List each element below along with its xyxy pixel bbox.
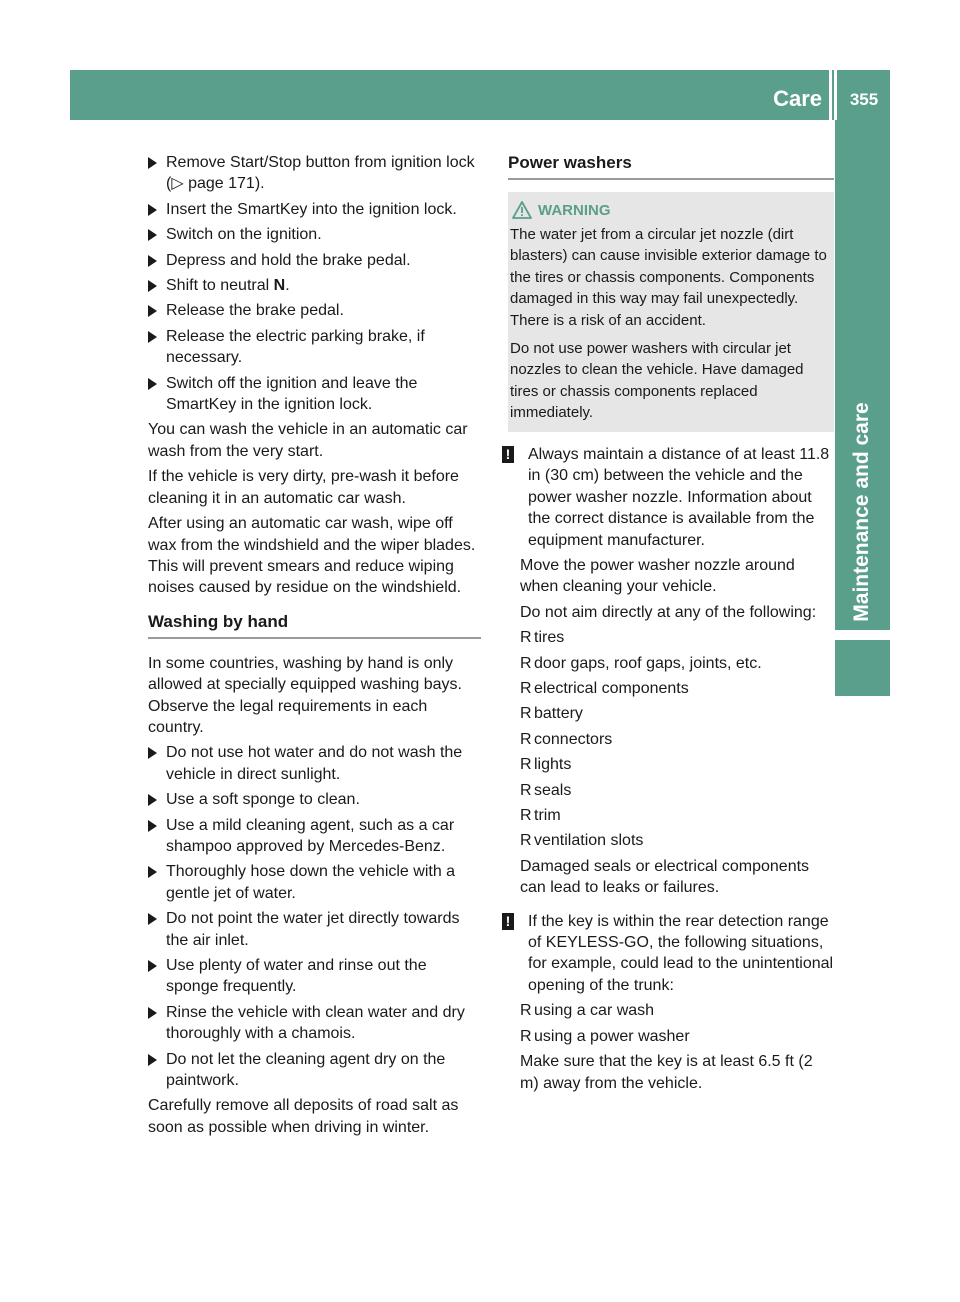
- step-arrow-icon: [148, 820, 157, 832]
- list-item: R tires: [508, 627, 834, 648]
- instruction-step: Do not use hot water and do not wash the vehicle in direct sunlight.: [148, 742, 481, 785]
- notice-text: If the key is within the rear detection range of KEYLESS-GO, the following situations, for example, could lead to the unintentional opening of the trunk:: [528, 912, 834, 994]
- instruction-step: Use plenty of water and rinse out the sponge frequently.: [148, 955, 481, 998]
- list-item: R trim: [508, 805, 834, 826]
- instruction-step: Switch off the ignition and leave the SmartKey in the ignition lock.: [148, 373, 481, 416]
- body-paragraph: In some countries, washing by hand is only allowed at specially equipped washing bays. Observe the legal requirements in each country.: [148, 654, 462, 736]
- body-paragraph: Move the power washer nozzle around when cleaning your vehicle.: [520, 556, 795, 596]
- bullet-icon: R: [520, 1027, 532, 1045]
- step-arrow-icon: [148, 1054, 157, 1066]
- bullet-icon: R: [520, 654, 532, 672]
- chapter-title: Care: [773, 86, 822, 111]
- gear-position: N: [273, 277, 286, 295]
- warning-triangle-icon: [512, 201, 532, 219]
- list-item: R using a power washer: [508, 1026, 834, 1047]
- instruction-step: Insert the SmartKey into the ignition lock.: [148, 199, 481, 220]
- instruction-step: Rinse the vehicle with clean water and dry thoroughly with a chamois.: [148, 1002, 481, 1045]
- page-number: 355: [849, 90, 879, 109]
- instruction-step: Do not let the cleaning agent dry on the paintwork.: [148, 1049, 481, 1092]
- step-arrow-icon: [148, 204, 157, 216]
- section-heading: Washing by hand: [148, 611, 481, 639]
- bullet-icon: R: [520, 807, 532, 825]
- notice-block: [505, 911, 834, 997]
- step-arrow-icon: [148, 866, 157, 878]
- instruction-step: Do not point the water jet directly towards the air inlet.: [148, 908, 481, 951]
- side-tab-label: Maintenance and care: [850, 402, 873, 622]
- instruction-step: Thoroughly hose down the vehicle with a gentle jet of water.: [148, 861, 481, 904]
- list-item: R door gaps, roof gaps, joints, etc.: [508, 653, 834, 674]
- bullet-icon: R: [520, 1002, 532, 1020]
- step-arrow-icon: [148, 1007, 157, 1019]
- list-item: R using a car wash: [508, 1000, 834, 1021]
- exclamation-icon: !: [502, 446, 514, 463]
- list-item: R lights: [508, 754, 834, 775]
- section-heading: Power washers: [508, 152, 834, 180]
- exclamation-icon: !: [502, 913, 514, 930]
- list-item: R connectors: [508, 729, 834, 750]
- instruction-step: Depress and hold the brake pedal.: [148, 250, 481, 271]
- body-paragraph: If the vehicle is very dirty, pre-wash it before cleaning it in an automatic car wash.: [148, 468, 459, 507]
- bullet-icon: R: [520, 756, 532, 774]
- warning-text: The water jet from a circular jet nozzle (dirt blasters) can cause invisible exterior damage to the tires or chassis components. Components damaged in this way may fail unexpectedly. There is a risk of an accident.: [510, 225, 827, 329]
- list-item: R electrical components: [508, 678, 834, 699]
- bullet-icon: R: [520, 705, 532, 723]
- step-arrow-icon: [148, 157, 157, 169]
- instruction-step: Shift to neutral N.: [148, 275, 481, 296]
- step-arrow-icon: [148, 331, 157, 343]
- step-arrow-icon: [148, 960, 157, 972]
- list-item: R ventilation slots: [508, 830, 834, 851]
- notice-block: [505, 444, 834, 551]
- body-paragraph: Make sure that the key is at least 6.5 ft (2 m) away from the vehicle.: [520, 1053, 813, 1092]
- step-arrow-icon: [148, 255, 157, 267]
- step-arrow-icon: [148, 747, 157, 759]
- instruction-step: Switch on the ignition.: [148, 224, 481, 245]
- bullet-icon: R: [520, 832, 532, 850]
- right-column: [505, 152, 834, 1098]
- step-arrow-icon: [148, 378, 157, 390]
- instruction-step: Remove Start/Stop button from ignition lock (▷ page 171).: [148, 152, 481, 195]
- bullet-icon: R: [520, 680, 532, 697]
- instruction-step: Release the electric parking brake, if necessary.: [148, 326, 481, 369]
- body-paragraph: Carefully remove all deposits of road salt as soon as possible when driving in winter.: [148, 1097, 459, 1136]
- header-divider: [829, 70, 832, 120]
- body-paragraph: Damaged seals or electrical components can lead to leaks or failures.: [520, 857, 810, 897]
- list-item: R battery: [508, 703, 834, 724]
- step-arrow-icon: [148, 280, 157, 292]
- body-paragraph: You can wash the vehicle in an automatic car wash from the very start.: [148, 421, 468, 460]
- warning-title: WARNING: [510, 200, 830, 222]
- warning-text: Do not use power washers with circular jet nozzles to clean the vehicle. Have damaged tires or chassis components replaced immediately.: [510, 339, 804, 422]
- instruction-step: Release the brake pedal.: [148, 300, 481, 321]
- header-divider: [834, 70, 837, 120]
- bullet-icon: R: [520, 629, 532, 647]
- bullet-icon: R: [520, 730, 532, 748]
- step-arrow-icon: [148, 305, 157, 317]
- instruction-step: Use a soft sponge to clean.: [148, 789, 481, 810]
- step-arrow-icon: [148, 913, 157, 925]
- step-arrow-icon: [148, 229, 157, 241]
- step-arrow-icon: [148, 794, 157, 806]
- bullet-icon: R: [520, 781, 532, 799]
- notice-text: Always maintain a distance of at least 11.8 in (30 cm) between the vehicle and the power washer nozzle. Information about the correct distance is available from the equipment manufacturer.: [528, 445, 830, 549]
- body-paragraph: Do not aim directly at any of the following:: [520, 603, 817, 621]
- side-marker: [835, 640, 890, 696]
- instruction-step: Use a mild cleaning agent, such as a car shampoo approved by Mercedes-Benz.: [148, 815, 481, 858]
- warning-box: [508, 192, 834, 432]
- left-column: [148, 152, 481, 1142]
- list-item: R seals: [508, 780, 834, 801]
- body-paragraph: After using an automatic car wash, wipe off wax from the windshield and the wiper blades. This will prevent smears and reduce wiping noises caused by residue on the windshield.: [148, 515, 476, 597]
